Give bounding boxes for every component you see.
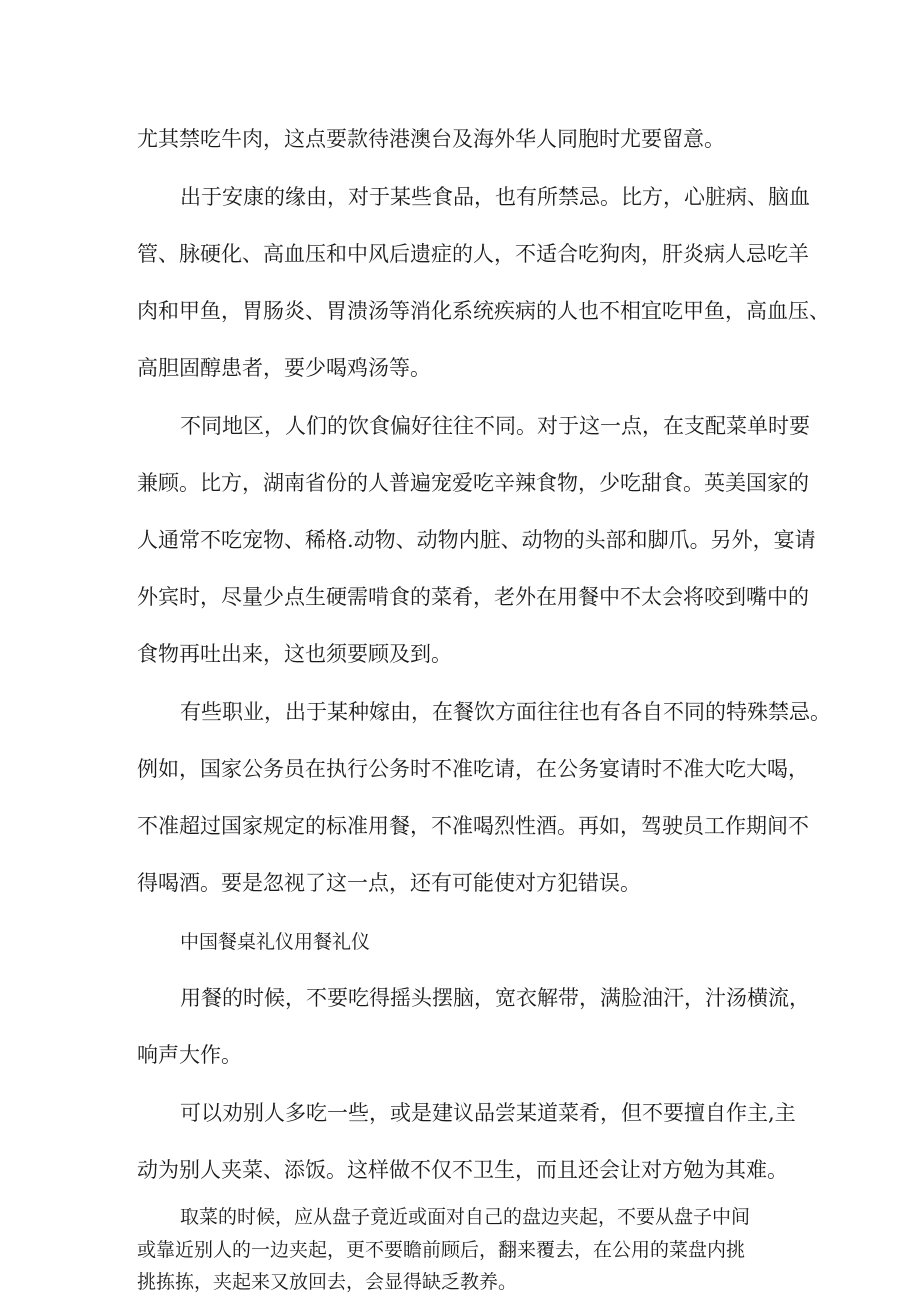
text-line: 响声大作。 xyxy=(137,1043,242,1067)
text-line: 有些职业，出于某种嫁由，在餐饮方面往往也有各自不同的特殊禁忌。 xyxy=(180,700,831,724)
text-line: 不准超过国家规定的标准用餐，不准喝烈性酒。再如，驾驶员工作期间不 xyxy=(137,814,809,838)
text-line: 可以劝别人多吃一些，或是建议品尝某道菜肴，但不要擅自作主,主 xyxy=(180,1101,796,1125)
text-line: 用餐的时候，不要吃得摇头摆脑，宽衣解带，满脸油汗，汁汤横流， xyxy=(180,986,810,1010)
text-line: 食物再吐出来，这也须要顾及到。 xyxy=(137,642,452,666)
text-line: 外宾时，尽量少点生硬需啃食的菜肴，老外在用餐中不太会将咬到嘴中的 xyxy=(137,585,809,609)
section-heading: 中国餐桌礼仪用餐礼仪 xyxy=(180,931,371,953)
text-line: 人通常不吃宠物、稀格.动物、动物内脏、动物的头部和脚爪。另外，宴请 xyxy=(137,528,816,552)
text-line: 不同地区，人们的饮食偏好往往不同。对于这一点，在支配菜单时要 xyxy=(180,414,810,438)
text-line: 例如，国家公务员在执行公务时不准吃请，在公务宴请时不准大吃大喝， xyxy=(137,757,809,781)
text-line: 动为别人夹菜、添饭。这样做不仅不卫生，而且还会让对方勉为其难。 xyxy=(137,1158,788,1182)
text-line: 取菜的时候，应从盘子竟近或面对自己的盘边夹起，不要从盘子中间 xyxy=(180,1206,751,1228)
text-line: 挑拣拣，夹起来又放回去，会显得缺乏教养。 xyxy=(137,1271,518,1293)
text-line: 兼顾。比方，湖南省份的人普遍宠爱吃辛辣食物，少吃甜食。英美国家的 xyxy=(137,471,809,495)
text-line: 高胆固醇患者，要少喝鸡汤等。 xyxy=(137,356,431,380)
text-line: 管、脉硬化、高血压和中风后遗症的人，不适合吃狗肉，肝炎病人忌吃羊 xyxy=(137,242,809,266)
text-line: 得喝酒。要是忽视了这一点，还有可能使对方犯错误。 xyxy=(137,871,641,895)
text-line: 或靠近别人的一边夹起，更不要瞻前顾后，翻来覆去，在公用的菜盘内挑 xyxy=(137,1239,746,1261)
text-line: 出于安康的缘由，对于某些食品，也有所禁忌。比方，心脏病、脑血 xyxy=(180,185,810,209)
text-line: 肉和甲鱼，胃肠炎、胃溃汤等消化系统疾病的人也不相宜吃甲鱼，高血压、 xyxy=(137,299,830,323)
text-line: 尤其禁吃牛肉，这点要款待港澳台及海外华人同胞时尤要留意。 xyxy=(137,127,725,151)
